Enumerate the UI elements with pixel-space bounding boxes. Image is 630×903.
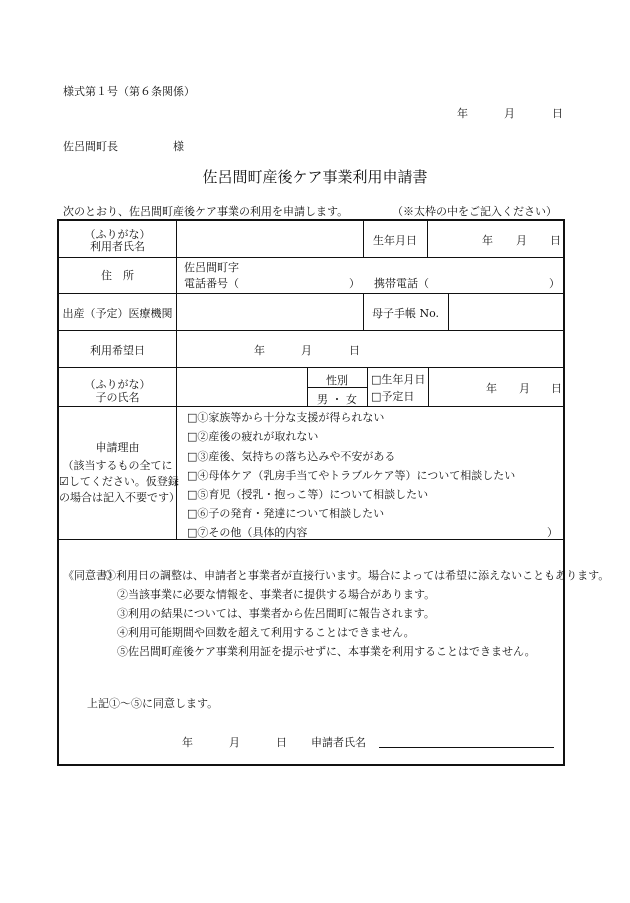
date-month: 月: [504, 107, 515, 120]
sign-day-label: 日: [276, 736, 287, 749]
application-form: [57, 219, 610, 766]
birthdate-label: 生年月日: [373, 234, 417, 247]
desired-year-label: 年: [254, 344, 265, 357]
applicant-name-label: 利用者氏名: [90, 240, 145, 253]
consent-item-5: ⑤佐呂間町産後ケア事業利用証を提示せずに、本事業を利用することはできません。: [117, 645, 536, 658]
consent-agree: 上記①～⑤に同意します。: [87, 697, 219, 710]
reason-checkbox-2[interactable]: □②産後の疲れが取れない: [187, 430, 319, 443]
reason-checkbox-3[interactable]: □③産後、気持ちの落ち込みや不安がある: [187, 450, 396, 463]
phone-close-paren: ）: [349, 277, 360, 290]
reason-title: 申請理由: [95, 441, 140, 454]
reason-checkbox-5[interactable]: □⑤育児（授乳・抱っこ等）について相談したい: [187, 488, 429, 501]
reason-note-3: の場合は記入不要です）: [59, 491, 180, 504]
reason-checkbox-6[interactable]: □⑥子の発育・発達について相談したい: [187, 507, 385, 520]
child-day-label: 日: [551, 382, 562, 395]
birth-month-label: 月: [516, 234, 527, 247]
child-month-label: 月: [519, 382, 530, 395]
child-furigana-label: （ふりがな）: [84, 378, 151, 391]
mobile-close-paren: ）: [549, 277, 560, 290]
institution-label: 出産（予定）医療機関: [62, 307, 173, 320]
fill-note: （※太枠の中をご記入ください）: [392, 205, 557, 218]
reason-note-1: （該当するもの全てに: [62, 459, 173, 472]
consent-label: 《同意書》: [63, 569, 118, 582]
sign-year-label: 年: [182, 736, 193, 749]
child-birthdate-checkbox[interactable]: □生年月日: [371, 373, 426, 386]
page-title: 佐呂間町産後ケア事業利用申請書: [202, 168, 428, 186]
desired-day-label: 日: [349, 344, 360, 357]
child-name-label: 子の氏名: [95, 391, 140, 404]
date-day: 日: [552, 107, 563, 120]
sex-options[interactable]: 男 ・ 女: [317, 393, 357, 406]
consent-item-2: ②当該事業に必要な情報を、事業者に提供する場合があります。: [117, 588, 436, 601]
furigana-label: （ふりがな）: [84, 228, 151, 241]
handbook-label: 母子手帳 No.: [371, 307, 440, 320]
signature-label: 申請者氏名: [311, 736, 366, 749]
intro-text: 次のとおり、佐呂間町産後ケア事業の利用を申請します。: [63, 205, 349, 218]
reason-note-2: ☑してください。仮登録: [59, 475, 179, 488]
sex-label: 性別: [326, 374, 348, 387]
reason-checkbox-7[interactable]: □⑦その他（具体的内容: [187, 526, 308, 539]
desired-month-label: 月: [301, 344, 312, 357]
signature-line[interactable]: [379, 747, 554, 748]
applicant-name-field[interactable]: [177, 222, 362, 256]
sign-month-label: 月: [229, 736, 240, 749]
birth-day-label: 日: [550, 234, 561, 247]
date-year: 年: [457, 107, 468, 120]
desired-date-label: 利用希望日: [90, 344, 145, 357]
mobile-label: 携帯電話（: [374, 277, 429, 290]
form-number: 様式第１号（第６条関係）: [63, 85, 195, 98]
addressee-suffix: 様: [173, 140, 184, 153]
reason-other-close-paren: ）: [547, 526, 558, 539]
child-duedate-checkbox[interactable]: □予定日: [371, 390, 415, 403]
addressee: 佐呂間町長: [63, 140, 118, 153]
address-label: 住 所: [101, 269, 134, 282]
reason-checkbox-1[interactable]: □①家族等から十分な支援が得られない: [187, 411, 385, 424]
child-year-label: 年: [486, 382, 497, 395]
address-prefix: 佐呂間町字: [184, 261, 239, 274]
reason-checkbox-4[interactable]: □④母体ケア（乳房手当てやトラブルケア等）について相談したい: [187, 469, 516, 482]
phone-label: 電話番号（: [184, 277, 239, 290]
consent-item-1: ①利用日の調整は、申請者と事業者が直接行います。場合によっては希望に添えないこともあります。: [105, 569, 610, 582]
consent-item-4: ④利用可能期間や回数を超えて利用することはできません。: [117, 626, 415, 639]
consent-item-3: ③利用の結果については、事業者から佐呂間町に報告されます。: [117, 607, 435, 620]
birth-year-label: 年: [482, 234, 493, 247]
